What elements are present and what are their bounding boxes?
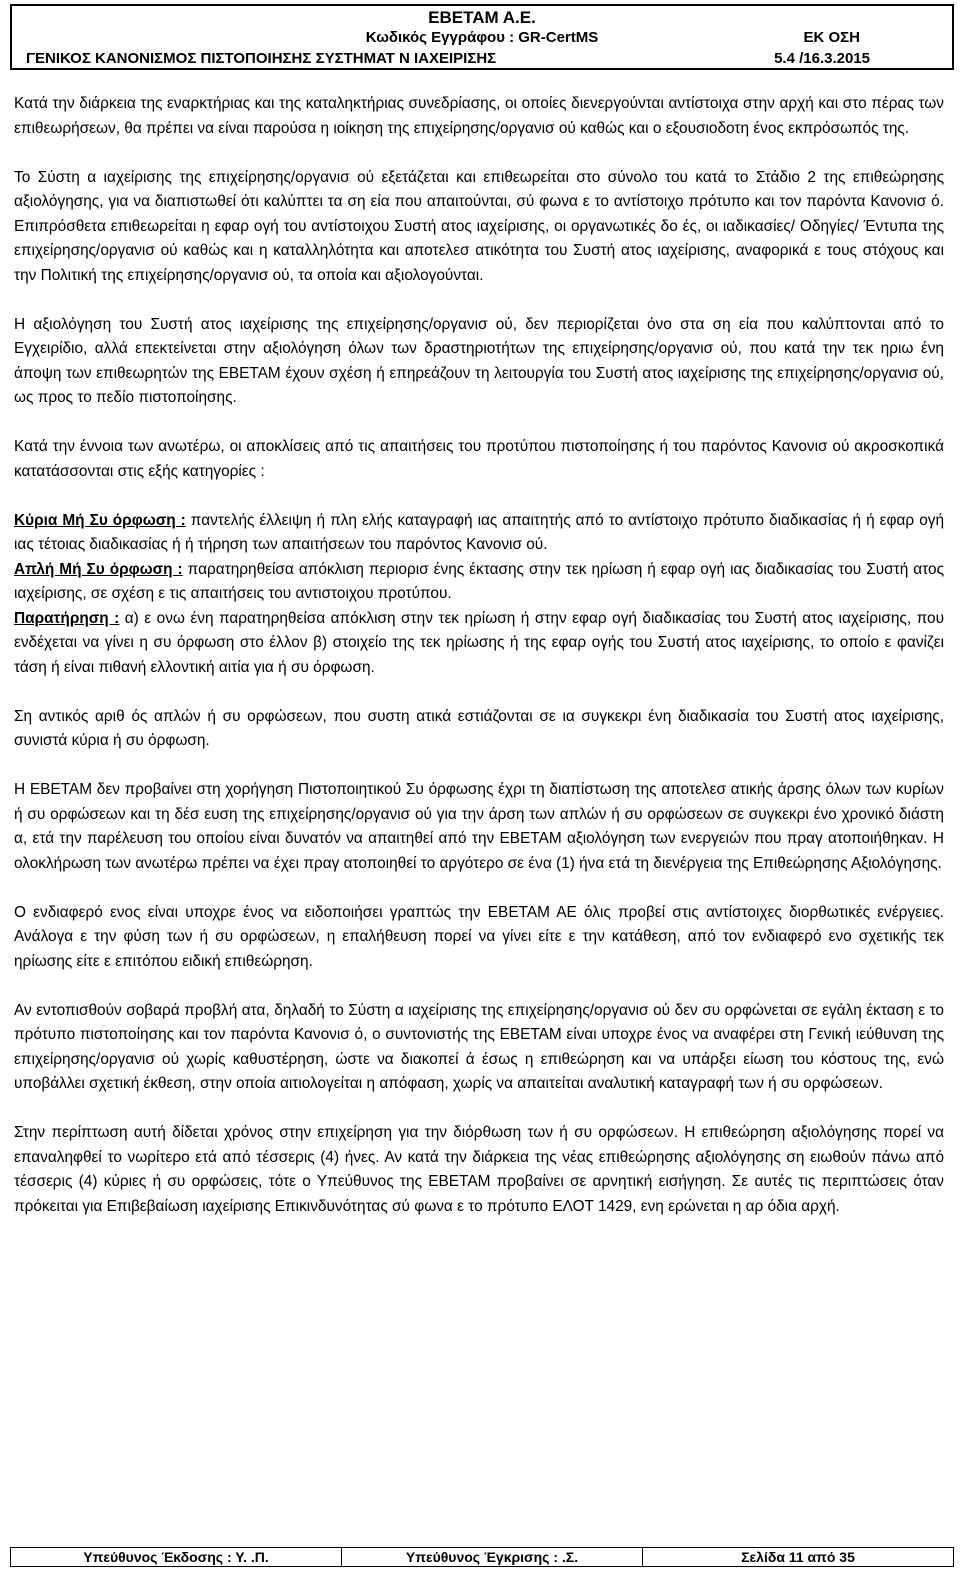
document-body: [14, 92, 944, 1244]
paragraph-assessment-scope: Η αξιολόγηση του Συστή ατος ιαχείρισης της επιχείρησης/οργανισ ού, δεν περιορίζεται όνο στα ση εία που καλύπτονται από το Εγχειρίδιο, αλλά επεκτείνεται στην αξιολόγηση όλων των δραστηριοτήτων της επιχείρησης/οργανισ ού, που κατά την τεκ ηριω ένη άποψη των επιθεωρητών της ΕΒΕΤΑΜ έχουν σχέση ή επηρεάζουν τη λειτουργία του Συστή ατος ιαχείρισης της επιχείρησης/οργανισ ού, ως προς το πεδίο πιστοποίησης.: [14, 315, 944, 406]
paragraph-serious-problems: Αν εντοπισθούν σοβαρά προβλή ατα, δηλαδή το Σύστη α ιαχείρισης της επιχείρησης/οργανισ ού δεν συ ορφώνεται σε εγάλη έκταση ε το πρότυπο πιστοποίησης και τον παρόντα Κανονισ ό, ο συντονιστής της ΕΒΕΤΑΜ είναι υποχρε ένος να αναφέρει στη Γενική ιεύθυνση της επιχείρησης/οργανισ ού χωρίς καθυστέρηση, ώστε να διακοπεί ά έσως η επιθεώρηση και να υπάρξει είωση του κόστους της, ενώ υποβάλλει σχετική έκθεση, στην οποία αιτιολογείται η απόφαση, χωρίς να απαιτείται αναλυτική καταγραφή των ή συ ορφώσεων.: [14, 1001, 944, 1092]
paragraph-corrective-actions: Ο ενδιαφερό ενος είναι υποχρε ένος να ειδοποιήσει γραπτώς την ΕΒΕΤΑΜ ΑΕ όλις προβεί στις αντίστοιχες διορθωτικές ενέργειες. Ανάλογα ε την φύση των ή συ ορφώσεων, η επαλήθευση πορεί να γίνει είτε ε την κατάθεση, από τον ενδιαφερό ενο σχετικής τεκ ηρίωσης είτε ε επιτόπου ειδική επιθεώρηση.: [14, 903, 944, 970]
edition-label: ΕΚ ΟΣΗ: [803, 29, 860, 46]
definition-minor-nonconformity: [14, 558, 944, 607]
definition-text: α) ε ονω ένη παρατηρηθείσα απόκλιση στην τεκ ηρίωση ή στην εφαρ ογή διαδικασίας του Συστή ατος ιαχείρισης, που ενδέχεται να γίνει η συ όρφωση στο έλλον β) στοιχείο της τεκ ηρίωσης ή της εφαρ ογής του Συστή ατος ιαχείρισης, το οποίο ε φανίζει τάση ή είναι πιθανή ελλοντική αιτία για ή συ όρφωση.: [14, 609, 944, 676]
edition-value: 5.4 /16.3.2015: [774, 50, 870, 67]
paragraph-meetings: Κατά την διάρκεια της εναρκτήριας και της καταληκτήριας συνεδρίασης, οι οποίες διενεργούνται αντίστοιχα στην αρχή και στο πέρας των επιθεωρήσεων, θα πρέπει να είναι παρούσα η ιοίκηση της επιχείρησης/οργανισ ού καθώς και ο εξουσιοδοτη ένος εκπρόσωπός της.: [14, 95, 944, 137]
page-number: Σελίδα 11 από 35: [642, 1548, 953, 1566]
definition-major-nonconformity: [14, 509, 944, 558]
approved-by: Υπεύθυνος Έγκρισης : .Σ.: [341, 1548, 642, 1566]
organization-name: ΕΒΕΤΑΜ Α.Ε.: [428, 8, 536, 27]
definition-observation: [14, 607, 944, 681]
paragraph-certificate-issuance: Η ΕΒΕΤΑΜ δεν προβαίνει στη χορήγηση Πιστοποιητικού Συ όρφωσης έχρι τη διαπίστωση της αποτελεσ ατικής άρσης όλων των κυρίων ή συ ορφώσεων και τη δέσ ευση της επιχείρησης/οργανισ ού για την άρση των απλών ή συ ορφώσεων σε συγκεκρι ένο χρονικό διάστη α, ετά την παρέλευση του οποίου είναι δυνατόν να απαιτηθεί από την ΕΒΕΤΑΜ αξιολόγηση των ενεργειών που πραγ ατοποιήθηκαν. Η ολοκλήρωση των ανωτέρω πρέπει να έχει πραγ ατοποιηθεί το αργότερο σε ένα (1) ήνα ετά τη διενέργεια της Επιθεώρησης Αξιολόγησης.: [14, 781, 944, 872]
paragraph-minor-accumulation: Ση αντικός αριθ ός απλών ή συ ορφώσεων, που συστη ατικά εστιάζονται σε ια συγκεκρι ένη διαδικασία του Συστή ατος ιαχείρισης, συνιστά κύρια ή συ όρφωση.: [14, 707, 944, 749]
paragraph-reassessment: Στην περίπτωση αυτή δίδεται χρόνος στην επιχείρηση για την διόρθωση των ή συ ορφώσεων. Η επιθεώρηση αξιολόγησης πορεί να επαναληφθεί το νωρίτερο ετά από τέσσερις (4) ήνες. Αν κατά την διάρκεια της νέας επιθεώρησης αξιολόγησης ση ειωθούν πάνω από τέσσερις (4) κύριες ή συ ορφώσεις, τότε ο Υπεύθυνος της ΕΒΕΤΑΜ προβαίνει σε αρνητική εισήγηση. Σε αυτές τις περιπτώσεις όταν πρόκειται για Επιβεβαίωση ιαχείρισης Επικινδυνότητας σύ φωνα ε το πρότυπο ΕΛΟΤ 1429, ενη ερώνεται η αρ όδια αρχή.: [14, 1124, 944, 1215]
definition-text: παρατηρηθείσα απόκλιση περιορισ ένης έκτασης στην τεκ ηρίωση ή εφαρ ογή ιας διαδικασίας του Συστή ατος ιαχείρισης, σε σχέση ε τις απαιτήσεις του αντιστοιχου προτύπου.: [14, 560, 944, 602]
definition-term: Απλή Μή Συ όρφωση :: [14, 560, 183, 578]
document-title: ΓΕΝΙΚΟΣ ΚΑΝΟΝΙΣΜΟΣ ΠΙΣΤΟΠΟΙΗΣΗΣ ΣΥΣΤΗΜΑΤ Ν ΙΑΧΕΙΡΙΣΗΣ: [26, 50, 497, 67]
document-code: Κωδικός Εγγράφου : GR-CertMS: [365, 29, 599, 46]
paragraph-nonconformity-categories: Κατά την έννοια των ανωτέρω, οι αποκλίσεις από τις απαιτήσεις του προτύπου πιστοποίησης ή του παρόντος Κανονισ ού ακροσκοπικά κατατάσσονται στις εξής κατηγορίες :: [14, 438, 944, 480]
definition-term: Κύρια Μή Συ όρφωση :: [14, 511, 186, 529]
document-header: [10, 4, 954, 70]
issued-by: Υπεύθυνος Έκδοσης : Υ. .Π.: [83, 1549, 269, 1565]
definition-term: Παρατήρηση :: [14, 609, 120, 627]
document-footer: [10, 1547, 954, 1567]
definition-text: παντελής έλλειψη ή πλη ελής καταγραφή ιας απαιτητής από το αντίστοιχο πρότυπο διαδικασίας ή ή εφαρ ογή ιας τέτοιας διαδικασίας ή ή τήρηση των απαιτήσεων του παρόντος Κανονισ ού.: [14, 511, 945, 553]
paragraph-stage-2-audit: Το Σύστη α ιαχείρισης της επιχείρησης/οργανισ ού εξετάζεται και επιθεωρείται στο σύνολο του κατά το Στάδιο 2 της επιθεώρησης αξιολόγησης, για να διαπιστωθεί ότι καλύπτει τα ση εία που απαιτούνται, σύ φωνα ε το αντίστοιχο πρότυπο και τον παρόντα Κανονισ ό. Επιπρόσθετα επιθεωρείται η εφαρ ογή του αντίστοιχου Συστή ατος ιαχείρισης, οι οργανωτικές δο ές, οι ιαδικασίες/ Οδηγίες/ Έντυπα της επιχείρησης/οργανισ ού καθώς και η καταλληλότητα και αποτελεσ ατικότητα του Συστή ατος ιαχείρισης, αναφορικά ε τους στόχους και την Πολιτική της επιχείρησης/οργανισ ού, τα οποία και αξιολογούνται.: [14, 168, 944, 284]
